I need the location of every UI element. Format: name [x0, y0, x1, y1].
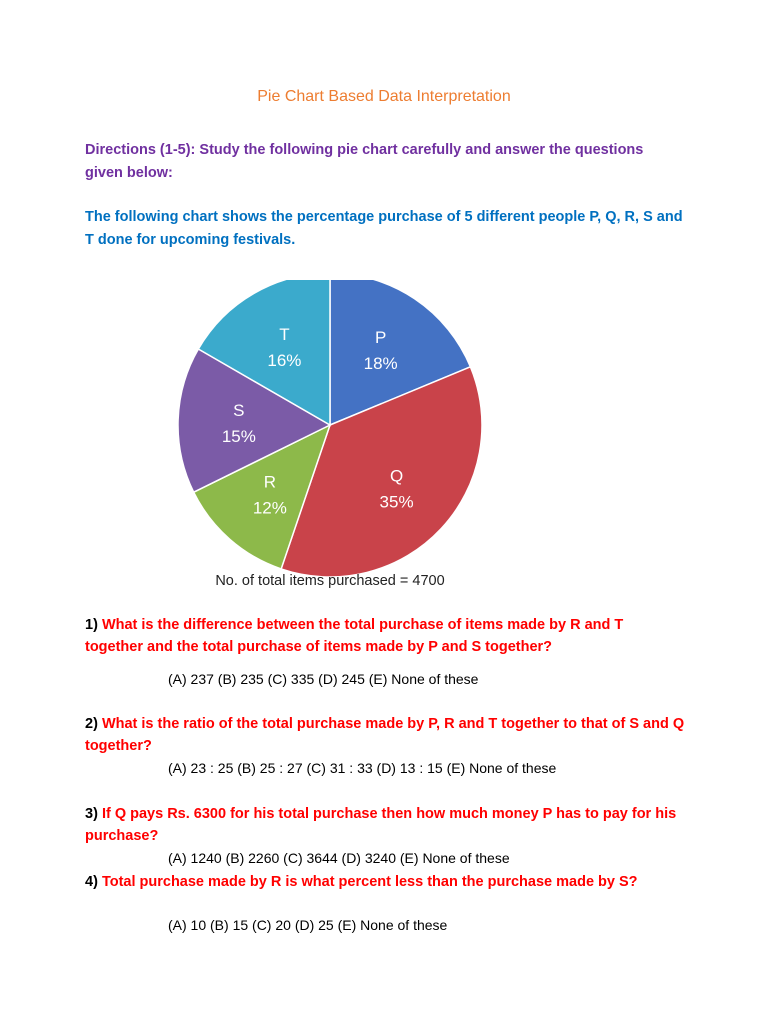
directions-text: Directions (1-5): Study the following pie chart carefully and answer the questions given below:	[85, 142, 644, 181]
slice-category-label: P	[374, 328, 387, 348]
question-number: 1)	[85, 617, 98, 633]
question-4	[85, 871, 685, 893]
slice-category-label: T	[279, 325, 290, 345]
question-1	[85, 614, 685, 658]
intro-text: The following chart shows the percentage purchase of 5 different people P, Q, R, S and T done for upcoming festivals.	[85, 209, 683, 248]
question-4-options: (A) 10 (B) 15 (C) 20 (D) 25 (E) None of these	[168, 917, 448, 933]
question-text: Total purchase made by R is what percent less than the purchase made by S?	[101, 874, 638, 890]
question-3-options: (A) 1240 (B) 2260 (C) 3644 (D) 3240 (E) None of these	[168, 850, 510, 866]
page-title: Pie Chart Based Data Interpretation	[257, 88, 511, 105]
slice-value-label: 35%	[379, 492, 414, 512]
question-number: 3)	[85, 806, 98, 822]
question-2	[85, 713, 685, 757]
slice-value-label: 15%	[221, 427, 256, 447]
slice-value-label: 18%	[363, 354, 398, 374]
slice-category-label: S	[233, 401, 245, 421]
question-3	[85, 803, 685, 847]
slice-value-label: 12%	[252, 498, 287, 518]
pie-chart	[170, 280, 500, 600]
question-number: 2)	[85, 716, 98, 732]
question-2-options: (A) 23 : 25 (B) 25 : 27 (C) 31 : 33 (D) 13 : 15 (E) None of these	[168, 760, 557, 776]
slice-category-label: R	[263, 472, 277, 492]
slice-category-label: Q	[389, 466, 404, 486]
question-text: What is the difference between the total purchase of items made by R and T together and the total purchase of items made by P and S together?	[85, 617, 624, 655]
chart-caption: No. of total items purchased = 4700	[215, 573, 445, 589]
question-text: What is the ratio of the total purchase made by P, R and T together to that of S and Q together?	[85, 716, 685, 754]
question-1-options: (A) 237 (B) 235 (C) 335 (D) 245 (E) None of these	[168, 671, 479, 687]
question-text: If Q pays Rs. 6300 for his total purchase then how much money P has to pay for his purchase?	[85, 806, 677, 844]
slice-value-label: 16%	[267, 351, 302, 371]
question-number: 4)	[85, 874, 98, 890]
